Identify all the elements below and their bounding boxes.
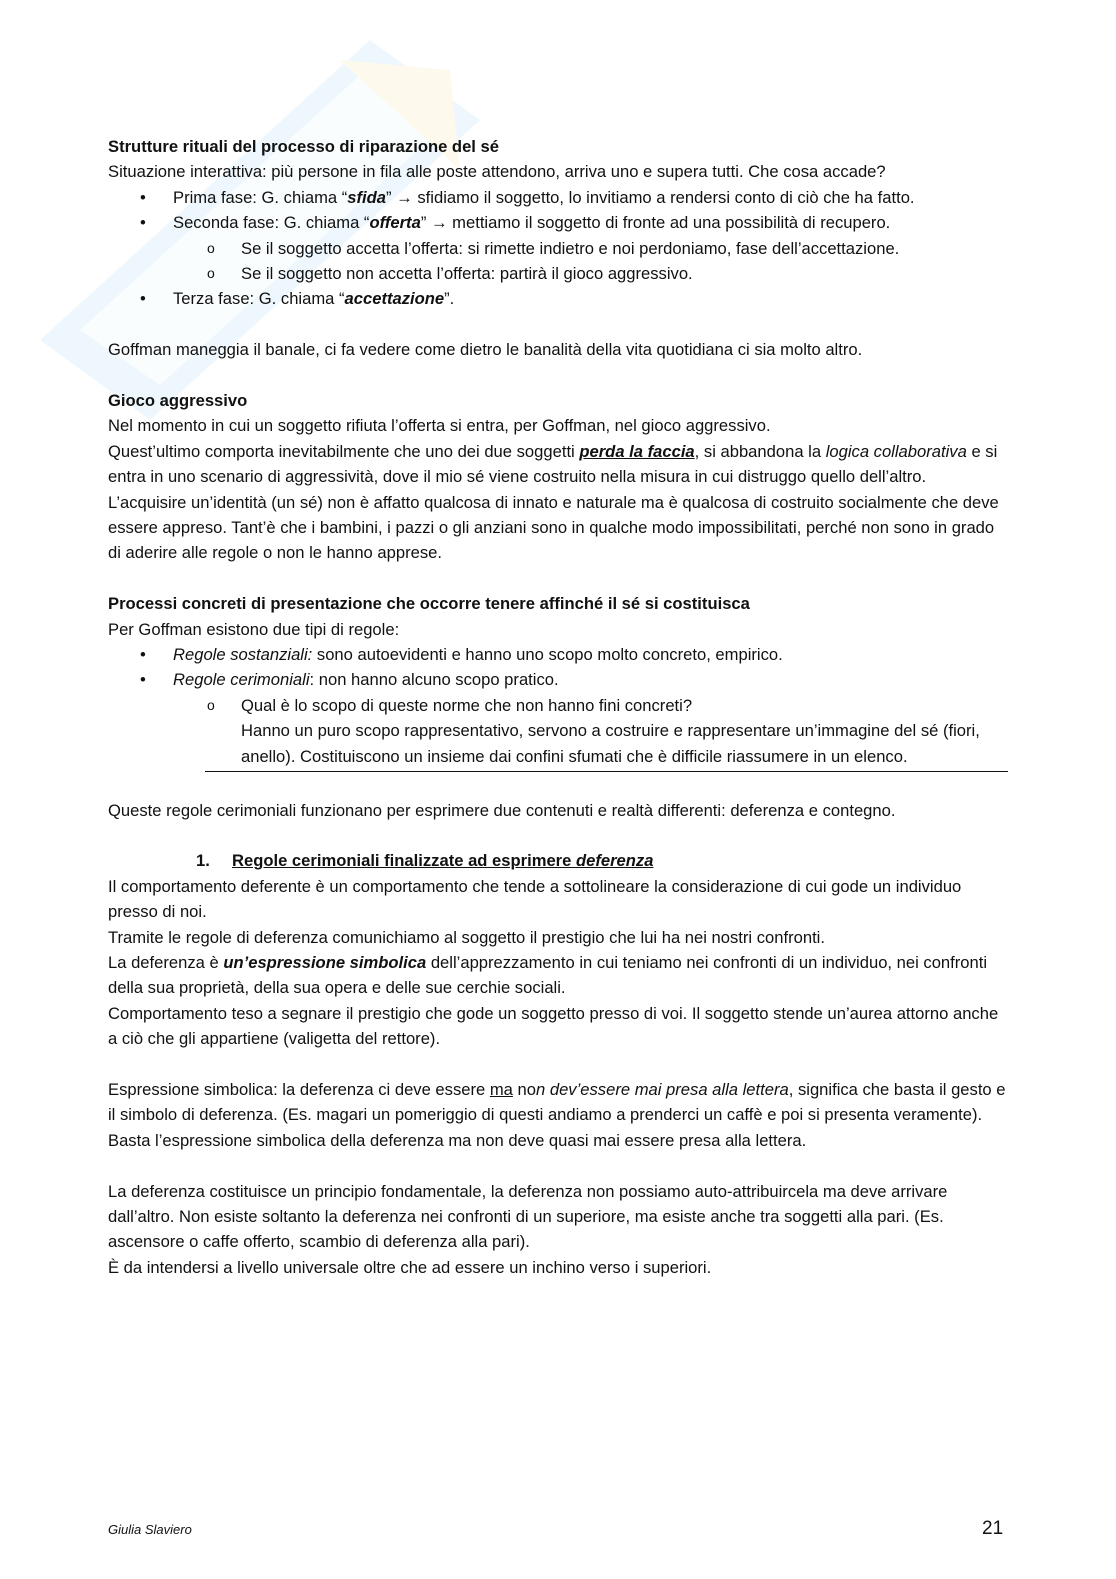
list-item-prima-fase: • Prima fase: G. chiama “sfida” → sfidiamo il soggetto, lo invitiamo a rendersi conto di ciò che ha fatto. — [108, 185, 1008, 210]
paragraph-universale: È da intendersi a livello universale oltre che ad essere un inchino verso i superiori. — [108, 1257, 712, 1277]
paragraph-identita: L’acquisire un’identità (un sé) non è affatto qualcosa di innato e naturale ma è qualcosa di costruito socialmente che deve essere appreso. Tant’è che i bambini, i pazzi o gli anziani sono in qualche modo impossibilitati, perché non sono in grado di aderire alle regole o non le hanno apprese. — [108, 492, 999, 563]
sublist-item-non-accetta: o Se il soggetto non accetta l’offerta: partirà il gioco aggressivo. — [108, 261, 1008, 286]
paragraph-espressione-simbolica: La deferenza è un’espressione simbolica dell’apprezzamento in cui teniamo nei confronti di un individuo, nei confronti della sua proprietà, della sua opera e delle sue cerchie sociali. — [108, 952, 988, 998]
sublist-item-scopo-norme: o Qual è lo scopo di queste norme che non hanno fini concreti? — [108, 693, 1008, 718]
paragraph-situazione: Situazione interattiva: più persone in fila alle poste attendono, arriva uno e supera tutti. Che cosa accade? — [108, 162, 886, 182]
paragraph-regole-cerimoniali: Queste regole cerimoniali funzionano per esprimere due contenuti e realtà differenti: deferenza e contegno. — [108, 800, 896, 820]
list-item-terza-fase: • Terza fase: G. chiama “accettazione”. — [108, 286, 1008, 311]
paragraph-lettera: Espressione simbolica: la deferenza ci deve essere ma non dev’essere mai presa alla lettera, significa che basta il gesto e il simbolo di deferenza. (Es. magari un pomeriggio di questi andiamo a prenderci un caffè e poi si presenta veramente). — [108, 1079, 1006, 1125]
section-title-riparazione: Strutture rituali del processo di riparazione del sé — [108, 137, 499, 156]
list-item-regole-sostanziali: • Regole sostanziali: sono autoevidenti e hanno uno scopo molto concreto, empirico. — [108, 642, 1008, 667]
list-item-seconda-fase: • Seconda fase: G. chiama “offerta” → mettiamo il soggetto di fronte ad una possibilità di recupero. — [108, 210, 1008, 235]
footer-author: Giulia Slaviero — [108, 1522, 192, 1537]
section-title-gioco-aggressivo: Gioco aggressivo — [108, 391, 248, 411]
list-item-regole-cerimoniali: • Regole cerimoniali: non hanno alcuno scopo pratico. — [108, 667, 1008, 692]
paragraph-principio-fondamentale: La deferenza costituisce un principio fondamentale, la deferenza non possiamo auto-attribuircela ma deve arrivare dall’altro. Non esiste soltanto la deferenza nei confronti di un superiore, ma esiste anche tra soggetti alla pari. (Es. ascensore o caffe offerto, scambio di deferenza alla pari). — [108, 1181, 948, 1252]
numbered-heading-deferenza: 1. Regole cerimoniali finalizzate ad esprimere deferenza — [196, 851, 654, 871]
sublist-item-answer: Hanno un puro scopo rappresentativo, servono a costruire e rappresentare un’immagine del sé (fiori, anello). Costituiscono un insieme dai confini sfumati che è difficile riassumere in un elenco. — [241, 721, 980, 766]
paragraph-basta-espressione: Basta l’espressione simbolica della deferenza ma non deve quasi mai essere presa alla lettera. — [108, 1130, 807, 1150]
paragraph-goffman-banale: Goffman maneggia il banale, ci fa vedere come dietro le banalità della vita quotidiana ci sia molto altro. — [108, 340, 863, 360]
paragraph-due-tipi-regole: Per Goffman esistono due tipi di regole: — [108, 619, 400, 639]
paragraph-regole-deferenza: Tramite le regole di deferenza comunichiamo al soggetto il prestigio che lui ha nei nostri confronti. — [108, 927, 825, 947]
paragraph-perdere-la-faccia: Quest’ultimo comporta inevitabilmente che uno dei due soggetti perda la faccia, si abbandona la logica collaborativa e si entra in uno scenario di aggressività, dove il mio sé viene costruito nella misura in cui distruggo quello dell’altro. — [108, 441, 998, 487]
paragraph-prestigio: Comportamento teso a segnare il prestigio che gode un soggetto presso di voi. Il soggetto stende un’aurea attorno anche a ciò che gli appartiene (valigetta del rettore). — [108, 1003, 999, 1049]
page-number: 21 — [982, 1518, 1004, 1539]
paragraph-rifiuto-offerta: Nel momento in cui un soggetto rifiuta l’offerta si entra, per Goffman, nel gioco aggressivo. — [108, 416, 771, 436]
section-title-processi-concreti: Processi concreti di presentazione che occorre tenere affinché il sé si costituisca — [108, 594, 750, 614]
sublist-item-accetta: o Se il soggetto accetta l’offerta: si rimette indietro e noi perdoniamo, fase dell’accettazione. — [108, 236, 1008, 261]
paragraph-comportamento-deferente: Il comportamento deferente è un comportamento che tende a sottolineare la considerazione di cui gode un individuo presso di noi. — [108, 876, 962, 922]
